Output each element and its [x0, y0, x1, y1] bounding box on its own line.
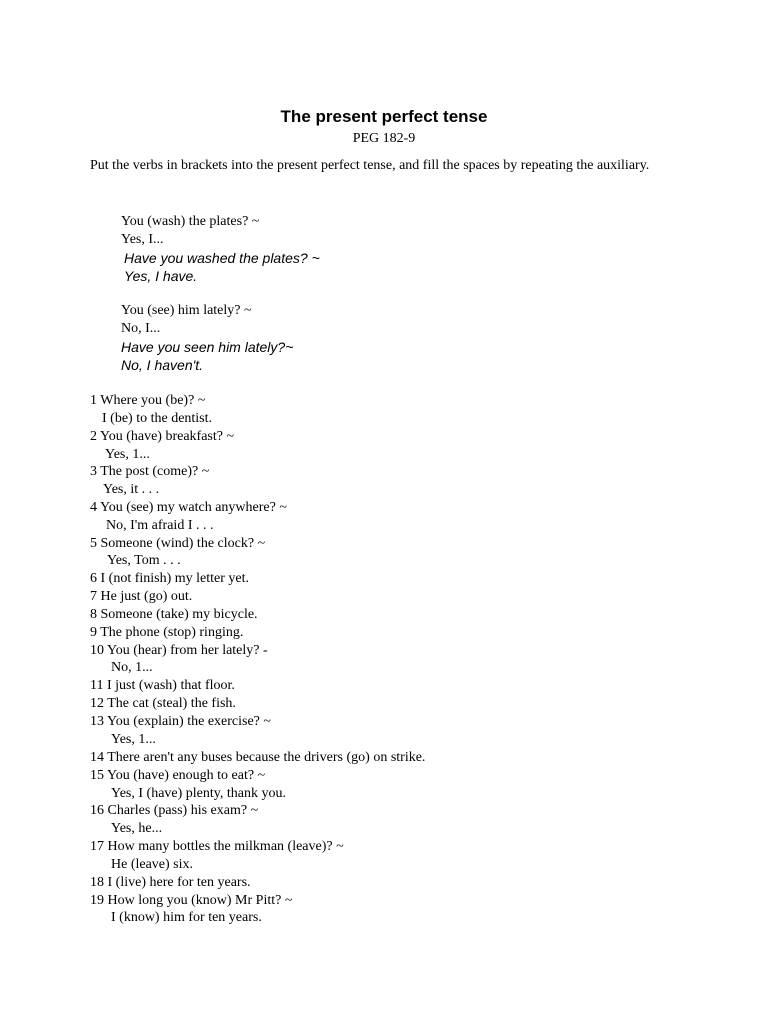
example-1-answer-reply: Yes, I have.: [124, 268, 198, 284]
example-2-answer-question: Have you seen him lately?~: [121, 339, 294, 355]
exercise-line: 15 You (have) enough to eat? ~: [90, 768, 266, 783]
exercise-line: 8 Someone (take) my bicycle.: [90, 607, 258, 622]
exercise-line: Yes, he...: [111, 821, 163, 836]
exercise-line: I (know) him for ten years.: [111, 910, 262, 925]
instructions: Put the verbs in brackets into the present perfect tense, and fill the spaces by repeating the auxiliary.: [90, 158, 650, 173]
exercise-line: Yes, it . . .: [103, 482, 160, 497]
exercise-line: 1 Where you (be)? ~: [90, 393, 206, 408]
example-2-prompt: No, I...: [121, 321, 161, 336]
example-1-answer-question: Have you washed the plates? ~: [124, 250, 320, 266]
example-1-question: You (wash) the plates? ~: [121, 214, 260, 229]
exercise-line: 5 Someone (wind) the clock? ~: [90, 536, 266, 551]
exercise-line: I (be) to the dentist.: [102, 411, 213, 426]
exercise-line: 13 You (explain) the exercise? ~: [90, 714, 271, 729]
page-title: The present perfect tense: [280, 107, 488, 126]
exercise-line: 18 I (live) here for ten years.: [90, 875, 251, 890]
exercise-line: 17 How many bottles the milkman (leave)? ~: [90, 839, 344, 854]
exercise-line: 4 You (see) my watch anywhere? ~: [90, 500, 287, 515]
exercise-line: 6 I (not finish) my letter yet.: [90, 571, 250, 586]
exercise-line: 9 The phone (stop) ringing.: [90, 625, 244, 640]
exercise-line: 2 You (have) breakfast? ~: [90, 429, 235, 444]
exercise-line: Yes, 1...: [111, 732, 156, 747]
example-2-question: You (see) him lately? ~: [121, 303, 252, 318]
exercise-line: 14 There aren't any buses because the drivers (go) on strike.: [90, 750, 426, 765]
example-2-answer-reply: No, I haven't.: [121, 357, 204, 373]
exercise-line: 11 I just (wash) that floor.: [90, 678, 235, 693]
exercise-line: 3 The post (come)? ~: [90, 464, 210, 479]
exercise-line: 10 You (hear) from her lately? -: [90, 643, 268, 658]
example-1-prompt: Yes, I...: [121, 232, 164, 247]
exercise-line: 16 Charles (pass) his exam? ~: [90, 803, 259, 818]
exercise-line: Yes, Tom . . .: [107, 553, 181, 568]
exercise-line: Yes, I (have) plenty, thank you.: [111, 786, 286, 801]
exercise-line: No, 1...: [111, 660, 153, 675]
exercise-line: No, I'm afraid I . . .: [106, 518, 214, 533]
exercise-line: He (leave) six.: [111, 857, 194, 872]
exercise-line: 7 He just (go) out.: [90, 589, 193, 604]
exercise-line: 12 The cat (steal) the fish.: [90, 696, 236, 711]
exercise-line: 19 How long you (know) Mr Pitt? ~: [90, 893, 293, 908]
page-subtitle: PEG 182-9: [352, 131, 416, 146]
exercise-line: Yes, 1...: [105, 447, 150, 462]
